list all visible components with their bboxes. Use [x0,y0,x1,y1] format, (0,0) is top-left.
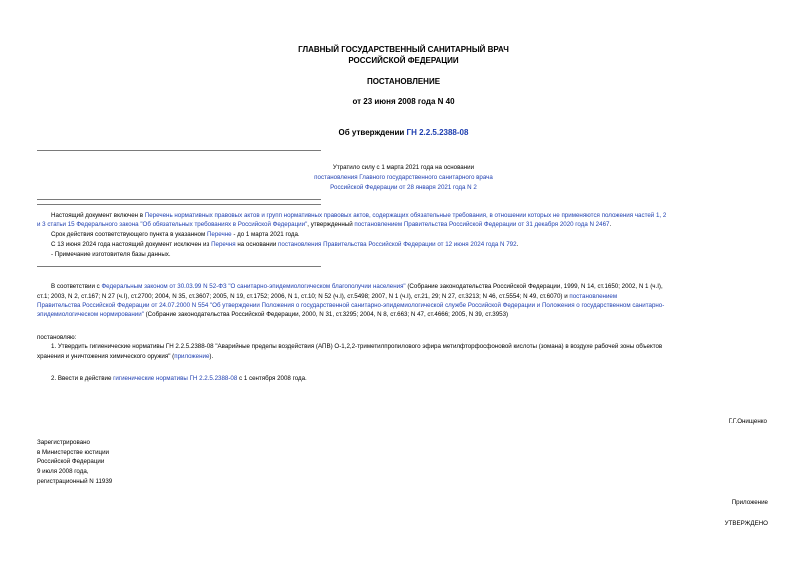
government-resolution-link[interactable]: постановления Правительства Российской Федерации от 12 июня 2024 года N 792 [278,241,517,248]
registration-line-2: в Министерстве юстиции [37,449,110,456]
resolve-item-2 [51,375,307,384]
government-resolution-link[interactable]: Правительства Российской Федерации от 24.07.2000 N 554 "Об утверждении Положения о государственной санитарно-эпидемиологической службе Российской Федерации и Положения о государственном санитарно- [37,302,665,309]
note-text: Срок действия соответствующего пункта в указанном [51,231,207,238]
subject-link[interactable]: ГН 2.2.5.2388-08 [406,128,469,137]
note-paragraph-1-line-2 [37,221,772,230]
divider [37,266,321,267]
registration-line-5: регистрационный N 11939 [37,478,113,485]
document-subject [0,128,807,138]
basis-line-4 [37,311,772,320]
registration-line-3: Российской Федерации [37,458,105,465]
list-link[interactable]: Перечень нормативных правовых актов и групп нормативных правовых актов, содержащих обязательные требования, в отношении которых не применяются положения частей 1, 2 [144,212,667,219]
appendix-link[interactable]: приложение [174,353,210,360]
federal-law-link[interactable]: Федеральным законом от 30.03.99 N 52-ФЗ "О санитарно-эпидемиологическом благополучии населения" [101,283,406,290]
document-type: ПОСТАНОВЛЕНИЕ [366,77,441,86]
federal-law-link[interactable]: и 3 статьи 15 Федерального закона "Об обязательных требованиях в Российской Федерации" [37,221,308,228]
issuer-line-1: ГЛАВНЫЙ ГОСУДАРСТВЕННЫЙ САНИТАРНЫЙ ВРАЧ [298,45,509,54]
subject-prefix: Об утверждении [338,128,407,137]
registration-line-1: Зарегистрировано [37,439,90,446]
resolve-text: 2. Ввести в действие [51,375,114,382]
expired-note-link-line-1[interactable]: постановления Главного государственного санитарного врача [314,174,493,181]
basis-text: В соответствии с [51,283,102,290]
divider [37,199,321,200]
issuer-line-2: РОССИЙСКОЙ ФЕДЕРАЦИИ [348,56,459,65]
divider [37,150,321,151]
expired-note-line-1: Утратило силу с 1 марта 2021 года на основании [332,164,475,171]
signature: Г.Г.Онищенко [728,418,767,425]
note-paragraph-3 [51,241,518,250]
government-resolution-link[interactable]: постановлением Правительства Российской Федерации от 31 декабря 2020 года N 2467 [354,221,610,228]
note-text: , утвержденный [307,221,355,228]
resolve-text: с 1 сентября 2008 года. [237,375,307,382]
basis-text: ст.1; 2003, N 2, ст.167; N 27 (ч.I), ст.2700; 2004, N 35, ст.3607; 2005, N 19, ст.1752; 2006, N 1, ст.10; N 52 (ч.I), ст.5498; 2007, N 1 (ч.I), ст.21, 29; N 27, ст.3213; N 46, ст.5554; N 49, ст.6070) и [37,293,570,300]
expired-note-link-line-2[interactable]: Российской Федерации от 28 января 2021 года N 2 [330,184,477,191]
resolve-text: ). [209,353,214,360]
document-date-number: от 23 июня 2008 года N 40 [352,97,455,106]
database-note: - Примечание изготовителя базы данных. [51,251,171,258]
note-text: . [516,241,519,248]
basis-line-2 [37,293,772,302]
basis-text: (Собрание законодательства Российской Федерации, 1999, N 14, ст.1650; 2002, N 1 (ч.I), [405,283,663,290]
list-link[interactable]: Перечне [206,231,232,238]
note-text: С 13 июня 2024 года настоящий документ исключен из [51,241,212,248]
resolve-text: хранения и уничтожения химического оружия" ( [37,353,175,360]
government-resolution-link[interactable]: эпидемиологическом нормировании" [37,311,144,318]
note-paragraph-1-line-1 [51,212,771,221]
note-text: Настоящий документ включен в [51,212,145,219]
resolve-item-1-line-1: 1. Утвердить гигиенические нормативы ГН 2.2.5.2388-08 "Аварийные пределы воздействия (АПВ) О-1,2,2-триметилпропилового эфира метилфторфосфоновой кислоты (зомана) в воздухе рабочей зоны объектов [51,343,663,350]
hygienic-standards-link[interactable]: гигиенические нормативы ГН 2.2.5.2388-08 [113,375,238,382]
basis-text: (Собрание законодательства Российской Федерации, 2000, N 31, ст.3295; 2004, N 8, ст.663; N 47, ст.4666; 2005, N 39, ст.3953) [143,311,509,318]
note-paragraph-2 [51,231,300,240]
government-resolution-link[interactable]: постановлением [569,293,618,300]
divider [37,204,321,205]
note-text: . [609,221,612,228]
basis-line-1 [51,283,771,292]
note-text: - до 1 марта 2021 года. [231,231,300,238]
resolve-word: постановляю: [37,334,77,341]
note-text: на основании [235,241,279,248]
appendix-title: Приложение [731,499,768,506]
resolve-item-1-line-2 [37,353,213,362]
registration-line-4: 9 июля 2008 года, [37,468,89,475]
list-link[interactable]: Перечня [211,241,236,248]
approved-stamp-text: УТВЕРЖДЕНО [724,520,768,527]
